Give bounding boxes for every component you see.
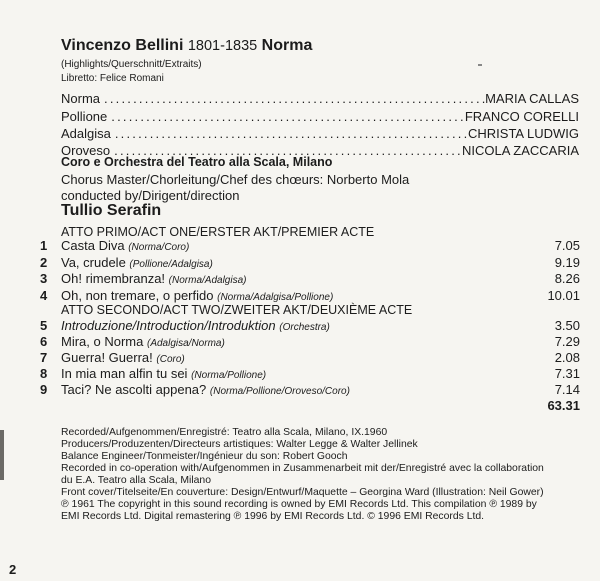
track-number: 6 xyxy=(40,334,48,349)
cast-row xyxy=(61,109,579,124)
credit-line: du E.A. Teatro alla Scala, Milano xyxy=(61,475,211,486)
cast-role: Adalgisa xyxy=(61,126,111,141)
track-title: Oh, non tremare, o perfido xyxy=(61,288,214,303)
credit-line: Balance Engineer/Tonmeister/Ingénieur du son: Robert Gooch xyxy=(61,451,348,462)
track-duration: 7.29 xyxy=(554,334,580,349)
track-roles: (Norma/Pollione/Oroveso/Coro) xyxy=(209,386,350,397)
total-duration: 63.31 xyxy=(547,398,580,413)
track-roles: (Coro) xyxy=(156,354,185,365)
cast-row xyxy=(61,126,579,141)
credit-line: Recorded/Aufgenommen/Enregistré: Teatro alla Scala, Milano, IX.1960 xyxy=(61,427,388,438)
track-number: 4 xyxy=(40,288,48,303)
track-roles: (Norma/Adalgisa) xyxy=(168,275,247,286)
cast-singer: FRANCO CORELLI xyxy=(464,109,579,124)
highlights-note: (Highlights/Querschnitt/Extraits) xyxy=(61,59,202,70)
track-title: In mia man alfin tu sei xyxy=(61,366,188,381)
track-number: 5 xyxy=(40,318,48,333)
track-title: Introduzione/Introduction/Introduktion xyxy=(61,318,276,333)
track-duration: 8.26 xyxy=(554,271,580,286)
track-row xyxy=(40,271,580,289)
track-title: Guerra! Guerra! xyxy=(61,350,153,365)
cast-singer: NICOLA ZACCARIA xyxy=(461,143,579,158)
chorus-master: Chorus Master/Chorleitung/Chef des chœurs: Norberto Mola xyxy=(61,172,410,187)
track-number: 8 xyxy=(40,366,48,381)
track-duration: 10.01 xyxy=(547,288,580,303)
credit-line: EMI Records Ltd. Digital remastering ℗ 1996 by EMI Records Ltd. © 1996 EMI Records Ltd. xyxy=(61,511,485,522)
cast-role: Oroveso xyxy=(61,143,111,158)
track-row xyxy=(40,238,580,256)
act-heading: ATTO PRIMO/ACT ONE/ERSTER AKT/PREMIER ACTE xyxy=(61,225,375,239)
leader-dots xyxy=(111,126,468,141)
libretto-credit: Libretto: Felice Romani xyxy=(61,73,164,84)
leader-dots xyxy=(100,91,485,106)
work-title: Norma xyxy=(261,37,313,54)
track-duration: 2.08 xyxy=(554,350,580,365)
track-number: 3 xyxy=(40,271,48,286)
cast-row xyxy=(61,91,579,106)
credit-line: Recorded in co-operation with/Aufgenommen in Zusammenarbeit mit der/Enregistré avec la collaboration xyxy=(61,463,544,474)
track-title: Casta Diva xyxy=(61,238,125,253)
track-number: 7 xyxy=(40,350,48,365)
credit-line: Front cover/Titelseite/En couverture: Design/Entwurf/Maquette – Georgina Ward (Illustration: Neil Gower) xyxy=(61,487,544,498)
track-title: Va, crudele xyxy=(61,255,126,270)
track-roles: (Norma/Adalgisa/Pollione) xyxy=(217,292,334,303)
track-roles: (Adalgisa/Norma) xyxy=(146,338,225,349)
cast-singer: CHRISTA LUDWIG xyxy=(468,126,579,141)
track-number: 2 xyxy=(40,255,48,270)
act-heading: ATTO SECONDO/ACT TWO/ZWEITER AKT/DEUXIÈME ACTE xyxy=(61,303,413,317)
track-title: Mira, o Norma xyxy=(61,334,144,349)
track-title: Taci? Ne ascolti appena? xyxy=(61,382,207,397)
page-edge-shadow xyxy=(0,430,4,480)
ensemble: Coro e Orchestra del Teatro alla Scala, Milano xyxy=(61,155,333,169)
credit-line: ℗ 1961 The copyright in this sound recording is owned by EMI Records Ltd. This compilation ℗ 1989 by xyxy=(61,499,537,510)
cast-role: Pollione xyxy=(61,109,108,124)
track-roles: (Orchestra) xyxy=(279,322,330,333)
track-number: 9 xyxy=(40,382,48,397)
conductor-name: Tullio Serafin xyxy=(61,202,162,219)
conducted-by-label: conducted by/Dirigent/direction xyxy=(61,188,240,203)
composer-years: 1801-1835 xyxy=(187,38,258,54)
track-roles: (Norma/Coro) xyxy=(128,242,190,253)
track-duration: 7.31 xyxy=(554,366,580,381)
cast-singer: MARIA CALLAS xyxy=(485,91,579,106)
track-row xyxy=(40,382,580,400)
track-roles: (Pollione/Adalgisa) xyxy=(129,259,213,270)
track-duration: 3.50 xyxy=(554,318,580,333)
track-duration: 7.05 xyxy=(554,238,580,253)
track-title: Oh! rimembranza! xyxy=(61,271,166,286)
track-duration: 7.14 xyxy=(554,382,580,397)
cast-role: Norma xyxy=(61,91,101,106)
page-number: 2 xyxy=(9,562,17,577)
page-title xyxy=(61,37,312,55)
track-roles: (Norma/Pollione) xyxy=(191,370,267,381)
composer-name: Vincenzo Bellini xyxy=(61,37,184,54)
track-duration: 9.19 xyxy=(554,255,580,270)
credit-line: Producers/Produzenten/Directeurs artistiques: Walter Legge & Walter Jellinek xyxy=(61,439,418,450)
print-mark xyxy=(478,64,482,66)
track-number: 1 xyxy=(40,238,48,253)
leader-dots xyxy=(107,109,465,124)
